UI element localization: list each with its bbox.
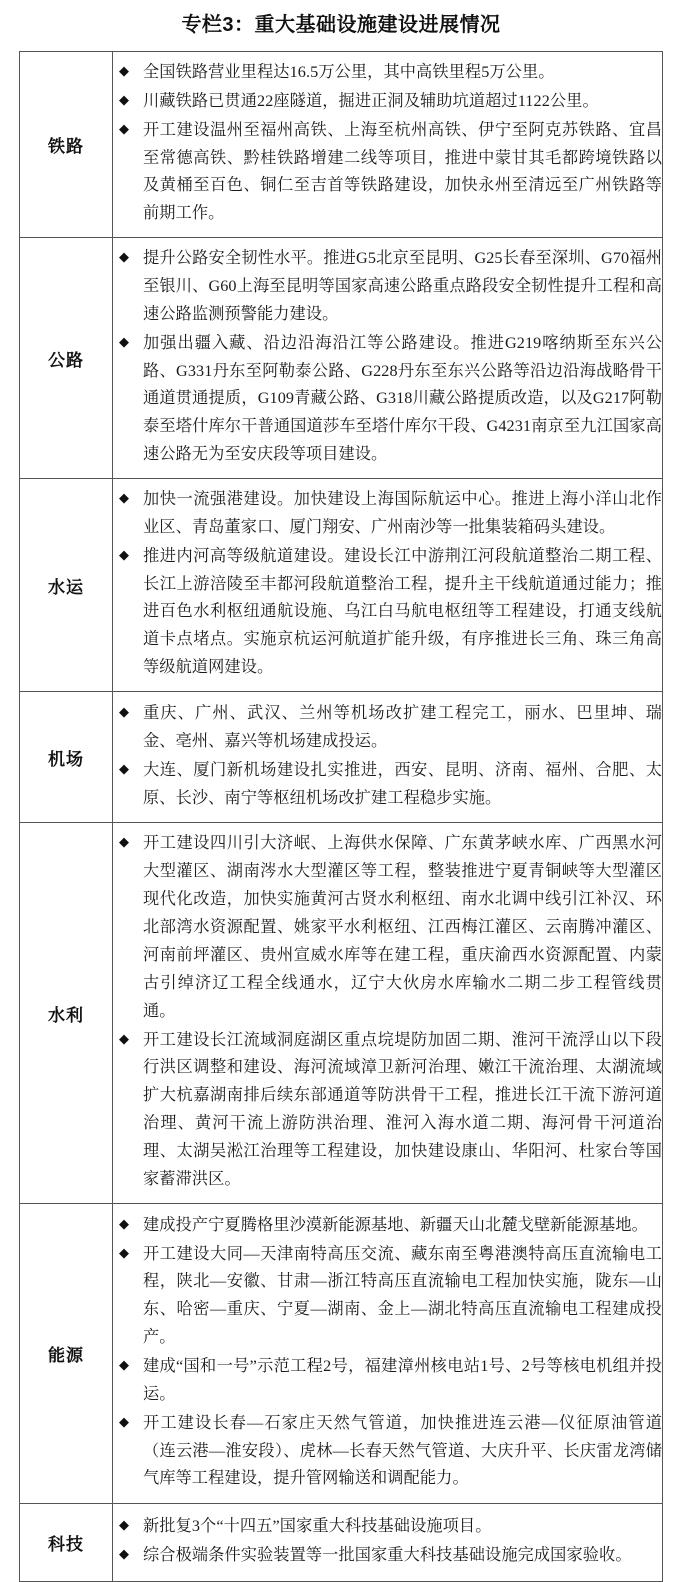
list-item: ◆ 开工建设四川引大济岷、上海供水保障、广东黄茅峡水库、广西黑水河大型灌区、湖南涔水大型灌区等工程，整装推进宁夏青铜峡等大型灌区现代化改造，加快实施黄河古贤水利枢纽、南水北调中线引江补汉、环北部湾水资源配置、姚家平水利枢纽、江西梅江灌区、云南腾冲灌区、河南前坪灌区、贵州宣威水库等在建工程，重庆渝西水资源配置、内蒙古引绰济辽工程全线通水，辽宁大伙房水库输水二期二步工程管线贯通。 <box>113 830 662 1025</box>
table-body <box>20 52 663 1582</box>
row-category-railway: 铁路 <box>20 52 113 238</box>
row-content-railway <box>113 52 663 238</box>
row-content-airport <box>113 692 663 823</box>
row-category-energy: 能源 <box>20 1203 113 1504</box>
row-content-highway <box>113 238 663 479</box>
table-row <box>20 238 663 479</box>
page-title: 专栏3：重大基础设施建设进展情况 <box>181 14 501 36</box>
list-item: ◆ 提升公路安全韧性水平。推进G5北京至昆明、G25长春至深圳、G70福州至银川、G60上海至昆明等国家高速公路重点路段安全韧性提升工程和高速公路监测预警能力建设。 <box>113 245 662 329</box>
row-content-waterway <box>113 479 663 692</box>
list-item: ◆ 开工建设长春—石家庄天然气管道，加快推进连云港—仪征原油管道（连云港—淮安段）、虎林—长春天然气管道、大庆升平、长庆雷龙湾储气库等工程建设，提升管网输送和调配能力。 <box>113 1410 662 1494</box>
table-row <box>20 479 663 692</box>
list-item: ◆ 开工建设长江流域洞庭湖区重点垸堤防加固二期、淮河干流浮山以下段行洪区调整和建设、海河流域漳卫新河治理、嫩江干流治理、太湖流域扩大杭嘉湖南排后续东部通道等防洪骨干工程，推进长江干流下游河道治理、黄河干流上游防洪治理、淮河入海水道二期、海河骨干河道治理、太湖吴淞江治理等工程建设，加快建设康山、华阳河、杜家台等国家蓄滞洪区。 <box>113 1027 662 1194</box>
row-category-technology: 科技 <box>20 1504 113 1582</box>
row-content-energy <box>113 1203 663 1504</box>
list-item: ◆ 川藏铁路已贯通22座隧道，掘进正洞及辅助坑道超过1122公里。 <box>113 88 662 116</box>
list-item: ◆ 全国铁路营业里程达16.5万公里，其中高铁里程5万公里。 <box>113 59 662 87</box>
table-row <box>20 52 663 238</box>
list-item: ◆ 建成投产宁夏腾格里沙漠新能源基地、新疆天山北麓戈壁新能源基地。 <box>113 1212 662 1240</box>
bullet-list <box>113 830 662 1193</box>
row-category-waterway: 水运 <box>20 479 113 692</box>
bullet-list <box>113 1212 662 1494</box>
list-item: ◆ 推进内河高等级航道建设。建设长江中游荆江河段航道整治二期工程、长江上游涪陵至丰都河段航道整治工程，提升主干线航道通过能力；推进百色水利枢纽通航设施、乌江白马航电枢纽等工程建设，打通支线航道卡点堵点。实施京杭运河航道扩能升级，有序推进长三角、珠三角高等级航道网建设。 <box>113 543 662 682</box>
table-row <box>20 692 663 823</box>
table-row <box>20 823 663 1203</box>
row-content-technology <box>113 1504 663 1582</box>
list-item: ◆ 重庆、广州、武汉、兰州等机场改扩建工程完工，丽水、巴里坤、瑞金、亳州、嘉兴等机场建成投运。 <box>113 700 662 756</box>
row-category-water-conservancy: 水利 <box>20 823 113 1203</box>
infrastructure-progress-table <box>19 51 663 1582</box>
row-category-airport: 机场 <box>20 692 113 823</box>
list-item: ◆ 综合极端条件实验装置等一批国家重大科技基础设施完成国家验收。 <box>113 1542 662 1570</box>
table-row <box>20 1504 663 1582</box>
bullet-list <box>113 1513 662 1570</box>
row-category-highway: 公路 <box>20 238 113 479</box>
bullet-list <box>113 700 662 812</box>
table-row <box>20 1203 663 1504</box>
list-item: ◆ 加强出疆入藏、沿边沿海沿江等公路建设。推进G219喀纳斯至东兴公路、G331丹东至阿勒泰公路、G228丹东至东兴公路等沿边沿海战略骨干通道贯通提质，G109青藏公路、G318川藏公路提质改造，以及G217阿勒泰至塔什库尔干普通国道莎车至塔什库尔干段、G4231南京至九江国家高速公路无为至安庆段等项目建设。 <box>113 330 662 469</box>
list-item: ◆ 开工建设温州至福州高铁、上海至杭州高铁、伊宁至阿克苏铁路、宜昌至常德高铁、黔桂铁路增建二线等项目，推进中蒙甘其毛都跨境铁路以及黄桶至百色、铜仁至吉首等铁路建设，加快永州至清远至广州铁路等前期工作。 <box>113 117 662 228</box>
list-item: ◆ 建成“国和一号”示范工程2号，福建漳州核电站1号、2号等核电机组并投运。 <box>113 1353 662 1409</box>
list-item: ◆ 新批复3个“十四五”国家重大科技基础设施项目。 <box>113 1513 662 1541</box>
row-content-water-conservancy <box>113 823 663 1203</box>
bullet-list <box>113 245 662 469</box>
list-item: ◆ 大连、厦门新机场建设扎实推进，西安、昆明、济南、福州、合肥、太原、长沙、南宁等枢纽机场改扩建工程稳步实施。 <box>113 757 662 813</box>
list-item: ◆ 开工建设大同—天津南特高压交流、藏东南至粤港澳特高压直流输电工程，陕北—安徽、甘肃—浙江特高压直流输电工程加快实施，陇东—山东、哈密—重庆、宁夏—湖南、金上—湖北特高压直流输电工程建成投产。 <box>113 1241 662 1352</box>
bullet-list <box>113 59 662 228</box>
bullet-list <box>113 486 662 682</box>
list-item: ◆ 加快一流强港建设。加快建设上海国际航运中心。推进上海小洋山北作业区、青岛董家口、厦门翔安、广州南沙等一批集装箱码头建设。 <box>113 486 662 542</box>
